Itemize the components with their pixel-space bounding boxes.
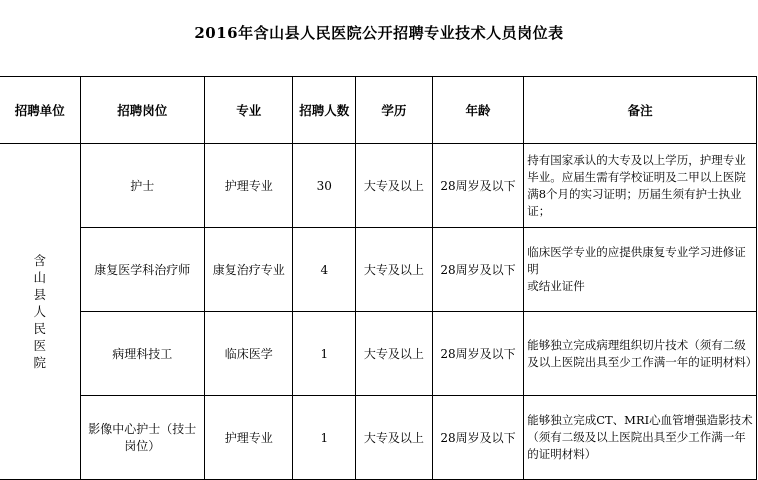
header-education: 学历 (356, 77, 433, 144)
major-cell: 康复治疗专业 (204, 228, 293, 312)
header-unit: 招聘单位 (0, 77, 80, 144)
header-position: 招聘岗位 (80, 77, 204, 144)
position-cell: 康复医学科治疗师 (80, 228, 204, 312)
major-cell: 护理专业 (204, 144, 293, 228)
table-row (0, 396, 757, 480)
count-cell: 1 (293, 396, 356, 480)
age-cell: 28周岁及以下 (432, 396, 524, 480)
remarks-cell: 能够独立完成病理组织切片技术（须有二级及以上医院出具至少工作满一年的证明材料） (524, 312, 757, 396)
header-row (0, 77, 757, 144)
position-cell (80, 396, 204, 480)
table-row (0, 228, 757, 312)
remarks-cell: 持有国家承认的大专及以上学历，护理专业毕业。应届生需有学校证明及二甲以上医院满8个月的实习证明；历届生须有护士执业证； (524, 144, 757, 228)
education-cell: 大专及以上 (356, 144, 433, 228)
header-major: 专业 (204, 77, 293, 144)
count-cell: 1 (293, 312, 356, 396)
major-cell: 护理专业 (204, 396, 293, 480)
header-age: 年龄 (432, 77, 524, 144)
count-cell: 4 (293, 228, 356, 312)
age-cell: 28周岁及以下 (432, 312, 524, 396)
page-title: 2016年含山县人民医院公开招聘专业技术人员岗位表 (194, 24, 564, 42)
age-cell: 28周岁及以下 (432, 228, 524, 312)
position-cell: 病理科技工 (80, 312, 204, 396)
education-cell: 大专及以上 (356, 228, 433, 312)
position-text: 影像中心护士（技士岗位） (88, 421, 197, 453)
table-row (0, 144, 757, 228)
position-cell: 护士 (80, 144, 204, 228)
header-count: 招聘人数 (293, 77, 356, 144)
remarks-cell: 临床医学专业的应提供康复专业学习进修证明 或结业证件 (524, 228, 757, 312)
age-cell: 28周岁及以下 (432, 144, 524, 228)
count-cell: 30 (293, 144, 356, 228)
remarks-cell: 能够独立完成CT、MRI心血管增强造影技术（须有二级及以上医院出具至少工作满一年的证明材料） (524, 396, 757, 480)
table-row (0, 312, 757, 396)
recruitment-table (0, 76, 757, 480)
unit-name-cell (0, 144, 80, 480)
header-remarks: 备注 (524, 77, 757, 144)
unit-name: 含山县人民医院 (33, 253, 47, 370)
major-cell: 临床医学 (204, 312, 293, 396)
education-cell: 大专及以上 (356, 396, 433, 480)
education-cell: 大专及以上 (356, 312, 433, 396)
